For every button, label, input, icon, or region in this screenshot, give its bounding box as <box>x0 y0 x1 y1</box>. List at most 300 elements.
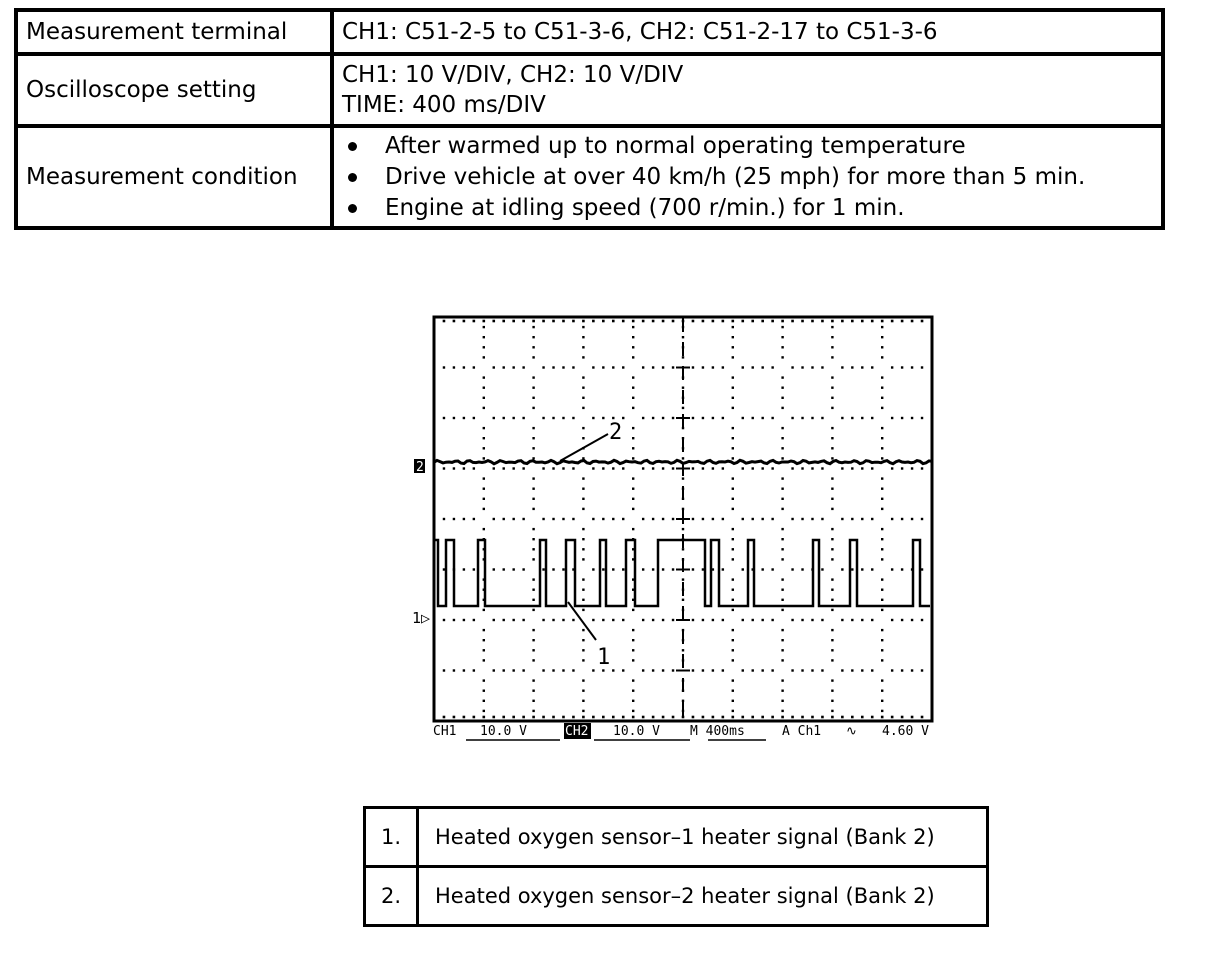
graticule-dot <box>732 498 734 500</box>
graticule-dot <box>443 320 446 323</box>
graticule-dot <box>692 568 694 570</box>
graticule-dot <box>463 320 466 323</box>
graticule-dot <box>632 488 634 490</box>
graticule-dot <box>841 320 844 323</box>
graticule-dot <box>572 467 574 469</box>
graticule-dot <box>831 578 833 580</box>
graticule-dot <box>552 619 554 621</box>
graticule-dot <box>781 488 783 490</box>
graticule-dot <box>622 320 625 323</box>
graticule-dot <box>622 716 625 719</box>
graticule-dot <box>503 518 505 520</box>
graticule-dot <box>582 356 584 358</box>
graticule-dot <box>622 417 624 419</box>
graticule-dot <box>652 366 654 368</box>
graticule-dot <box>732 320 735 323</box>
graticule-dot <box>522 619 524 621</box>
graticule-dot <box>881 700 883 702</box>
graticule-dot <box>791 716 794 719</box>
graticule-dot <box>632 528 634 530</box>
graticule-dot <box>592 568 594 570</box>
graticule-dot <box>791 320 794 323</box>
graticule-dot <box>881 356 883 358</box>
graticule-dot <box>672 467 674 469</box>
graticule-dot <box>742 467 744 469</box>
graticule-dot <box>502 320 505 323</box>
graticule-dot <box>752 669 754 671</box>
graticule-dot <box>871 366 873 368</box>
graticule-dot <box>911 417 913 419</box>
graticule-dot <box>463 518 465 520</box>
graticule-dot <box>881 437 883 439</box>
graticule-dot <box>453 467 455 469</box>
status-timebase: M 400ms <box>690 724 745 739</box>
graticule-dot <box>692 320 695 323</box>
graticule-dot <box>483 659 485 661</box>
graticule-dot <box>562 669 564 671</box>
graticule-dot <box>453 366 455 368</box>
graticule-dot <box>612 366 614 368</box>
graticule-dot <box>871 467 873 469</box>
graticule-dot <box>891 518 893 520</box>
graticule-dot <box>443 518 445 520</box>
graticule-dot <box>781 716 784 719</box>
status-ch2-scale: 10.0 V <box>613 724 660 739</box>
graticule-dot <box>851 320 854 323</box>
scope-status-bar <box>433 723 929 740</box>
graticule-dot <box>522 417 524 419</box>
graticule-dot <box>781 387 783 389</box>
graticule-dot <box>632 356 634 358</box>
graticule-dot <box>881 346 883 348</box>
graticule-dot <box>532 320 535 323</box>
graticule-dot <box>841 417 843 419</box>
graticule-dot <box>712 518 714 520</box>
graticule-dot <box>682 716 685 719</box>
graticule-dot <box>901 366 903 368</box>
graticule-dot <box>552 417 554 419</box>
graticule-dot <box>522 518 524 520</box>
graticule-dot <box>532 336 534 338</box>
status-trigger-source: A Ch1 <box>782 724 822 739</box>
graticule-dot <box>732 716 735 719</box>
graticule-dot <box>453 417 455 419</box>
graticule-dot <box>851 669 853 671</box>
graticule-dot <box>632 447 634 449</box>
graticule-dot <box>732 477 734 479</box>
graticule-dot <box>771 669 773 671</box>
graticule-dot <box>433 320 436 323</box>
graticule-dot <box>702 417 704 419</box>
graticule-dot <box>582 589 584 591</box>
graticule-dot <box>532 700 534 702</box>
graticule-dot <box>811 716 814 719</box>
graticule-dot <box>801 568 803 570</box>
graticule-dot <box>632 629 634 631</box>
graticule-dot <box>473 320 476 323</box>
graticule-dot <box>503 669 505 671</box>
graticule-dot <box>881 387 883 389</box>
graticule-dot <box>841 518 843 520</box>
graticule-dot <box>612 467 614 469</box>
graticule-dot <box>722 619 724 621</box>
graticule-dot <box>771 320 774 323</box>
graticule-dot <box>572 366 574 368</box>
graticule-dot <box>891 320 894 323</box>
graticule-dot <box>572 518 574 520</box>
status-ch1-scale: 10.0 V <box>480 724 527 739</box>
graticule-dot <box>562 568 564 570</box>
graticule-dot <box>811 417 813 419</box>
graticule-dot <box>831 700 833 702</box>
graticule-dot <box>512 518 514 520</box>
graticule-dot <box>483 710 485 712</box>
graticule-dot <box>811 669 813 671</box>
graticule-dot <box>662 467 664 469</box>
graticule-dot <box>443 417 445 419</box>
spec-row-oscilloscope <box>16 54 1163 126</box>
graticule-dot <box>712 417 714 419</box>
graticule-dot <box>572 669 574 671</box>
graticule-dot <box>712 467 714 469</box>
graticule-dot <box>463 417 465 419</box>
graticule-dot <box>781 548 783 550</box>
graticule-dot <box>921 518 923 520</box>
graticule-dot <box>483 679 485 681</box>
graticule-dot <box>781 376 783 378</box>
graticule-dot <box>492 320 495 323</box>
graticule-dot <box>841 568 843 570</box>
graticule-dot <box>841 716 844 719</box>
graticule-dot <box>781 346 783 348</box>
graticule-dot <box>682 578 684 580</box>
graticule-dot <box>881 690 883 692</box>
graticule-dot <box>582 690 584 692</box>
graticule-dot <box>483 437 485 439</box>
graticule-dot <box>592 669 594 671</box>
graticule-dot <box>732 376 734 378</box>
graticule-dot <box>761 366 763 368</box>
graticule-dot <box>781 599 783 601</box>
graticule-dot <box>702 518 704 520</box>
graticule-dot <box>811 619 813 621</box>
graticule-dot <box>881 599 883 601</box>
graticule-dot <box>831 498 833 500</box>
graticule-dot <box>791 669 793 671</box>
graticule-dot <box>781 609 783 611</box>
graticule-dot <box>761 320 764 323</box>
graticule-dot <box>732 629 734 631</box>
graticule-dot <box>911 619 913 621</box>
graticule-dot <box>831 508 833 510</box>
graticule-dot <box>732 508 734 510</box>
graticule-dot <box>483 508 485 510</box>
graticule-dot <box>722 320 725 323</box>
graticule-dot <box>642 669 644 671</box>
graticule-dot <box>901 417 903 419</box>
graticule-dot <box>861 467 863 469</box>
graticule-dot <box>771 518 773 520</box>
graticule-dot <box>522 669 524 671</box>
graticule-dot <box>532 659 534 661</box>
graticule-dot <box>473 467 475 469</box>
graticule-dot <box>821 417 823 419</box>
graticule-dot <box>722 716 725 719</box>
graticule-dot <box>473 366 475 368</box>
graticule-dot <box>891 417 893 419</box>
graticule-dot <box>732 609 734 611</box>
graticule-dot <box>592 417 594 419</box>
graticule-dot <box>752 619 754 621</box>
legend-table <box>363 806 989 927</box>
graticule-dot <box>582 326 584 328</box>
graticule-dot <box>851 366 853 368</box>
graticule-dot <box>821 366 823 368</box>
graticule-dot <box>542 366 544 368</box>
graticule-dot <box>831 649 833 651</box>
graticule-dot <box>911 669 913 671</box>
graticule-dot <box>881 649 883 651</box>
graticule-dot <box>682 356 684 358</box>
graticule-dot <box>732 558 734 560</box>
graticule-dot <box>881 407 883 409</box>
graticule-dot <box>672 518 674 520</box>
graticule-dot <box>463 716 466 719</box>
graticule-dot <box>811 366 813 368</box>
graticule-dot <box>632 387 634 389</box>
graticule-dot <box>921 320 924 323</box>
graticule-dot <box>582 538 584 540</box>
graticule-dot <box>652 518 654 520</box>
graticule-dot <box>791 568 793 570</box>
graticule-dot <box>483 376 485 378</box>
graticule-dot <box>443 669 445 671</box>
graticule-dot <box>831 599 833 601</box>
graticule-dot <box>532 716 535 719</box>
graticule-dot <box>632 346 634 348</box>
graticule-dot <box>632 376 634 378</box>
graticule-dot <box>512 716 515 719</box>
graticule-dot <box>742 417 744 419</box>
graticule-dot <box>582 599 584 601</box>
graticule-dot <box>861 320 864 323</box>
graticule-dot <box>811 467 813 469</box>
graticule-dot <box>881 427 883 429</box>
graticule-dot <box>871 669 873 671</box>
graticule-dot <box>732 649 734 651</box>
graticule-dot <box>861 518 863 520</box>
graticule-dot <box>483 326 485 328</box>
graticule-dot <box>781 477 783 479</box>
graticule-dot <box>781 326 783 328</box>
graticule-dot <box>642 568 644 570</box>
graticule-dot <box>831 528 833 530</box>
graticule-dot <box>512 669 514 671</box>
graticule-dot <box>463 619 465 621</box>
graticule-dot <box>732 578 734 580</box>
graticule-dot <box>582 387 584 389</box>
graticule-dot <box>702 716 705 719</box>
graticule-dot <box>741 716 744 719</box>
graticule-dot <box>542 467 544 469</box>
graticule-dot <box>473 568 475 570</box>
graticule-dot <box>682 649 684 651</box>
graticule-dot <box>901 467 903 469</box>
graticule-dot <box>622 467 624 469</box>
graticule-dot <box>582 397 584 399</box>
graticule-dot <box>522 467 524 469</box>
graticule-dot <box>831 407 833 409</box>
graticule-dot <box>632 407 634 409</box>
graticule-dot <box>532 548 534 550</box>
graticule-dot <box>911 518 913 520</box>
graticule-dot <box>881 629 883 631</box>
graticule-dot <box>582 407 584 409</box>
graticule-dot <box>652 467 654 469</box>
graticule-dot <box>831 477 833 479</box>
graticule-dot <box>622 518 624 520</box>
graticule-dot <box>582 346 584 348</box>
graticule-dot <box>502 716 505 719</box>
graticule-dot <box>473 619 475 621</box>
graticule-dot <box>851 716 854 719</box>
graticule-dot <box>771 467 773 469</box>
graticule-dot <box>602 320 605 323</box>
graticule-dot <box>572 716 575 719</box>
graticule-dot <box>831 716 834 719</box>
graticule-dot <box>871 619 873 621</box>
graticule-dot <box>483 629 485 631</box>
graticule-dot <box>602 619 604 621</box>
graticule-dot <box>781 320 784 323</box>
graticule-dot <box>861 366 863 368</box>
graticule-dot <box>483 639 485 641</box>
graticule-dot <box>453 716 456 719</box>
graticule-dot <box>801 716 804 719</box>
graticule-dot <box>542 320 545 323</box>
graticule-dot <box>572 320 575 323</box>
graticule-dot <box>881 320 884 323</box>
graticule-dot <box>483 649 485 651</box>
graticule-dot <box>522 568 524 570</box>
spec-label: Measurement condition <box>16 126 332 228</box>
graticule-dot <box>632 639 634 641</box>
graticule-dot <box>483 700 485 702</box>
graticule-dot <box>861 619 863 621</box>
graticule-dot <box>493 417 495 419</box>
graticule-dot <box>463 467 465 469</box>
graticule-dot <box>702 619 704 621</box>
graticule-dot <box>871 417 873 419</box>
graticule-dot <box>771 716 774 719</box>
graticule-dot <box>503 417 505 419</box>
graticule-dot <box>732 346 734 348</box>
graticule-dot <box>742 568 744 570</box>
graticule-dot <box>801 320 804 323</box>
graticule-dot <box>821 669 823 671</box>
graticule-dot <box>652 669 654 671</box>
graticule-dot <box>592 716 595 719</box>
graticule-dot <box>831 659 833 661</box>
graticule-dot <box>532 508 534 510</box>
graticule-dot <box>682 407 684 409</box>
graticule-dot <box>911 467 913 469</box>
graticule-dot <box>702 669 704 671</box>
graticule-dot <box>781 629 783 631</box>
graticule-dot <box>831 457 833 459</box>
graticule-dot <box>493 518 495 520</box>
graticule-dot <box>831 326 833 328</box>
graticule-dot <box>652 568 654 570</box>
graticule-dot <box>632 700 634 702</box>
graticule-dot <box>781 498 783 500</box>
graticule-dot <box>801 417 803 419</box>
graticule-dot <box>831 558 833 560</box>
graticule-dot <box>443 366 445 368</box>
graticule-dot <box>463 669 465 671</box>
graticule-dot <box>732 599 734 601</box>
graticule-dot <box>582 659 584 661</box>
graticule-dot <box>712 669 714 671</box>
graticule-dot <box>662 568 664 570</box>
graticule-dot <box>433 716 436 719</box>
graticule-dot <box>582 376 584 378</box>
graticule-dot <box>891 716 894 719</box>
spec-row-condition <box>16 126 1163 228</box>
graticule-dot <box>781 447 783 449</box>
graticule-dot <box>672 417 674 419</box>
graticule-dot <box>761 568 763 570</box>
graticule-dot <box>921 669 923 671</box>
graticule-dot <box>722 417 724 419</box>
graticule-dot <box>512 417 514 419</box>
graticule-dot <box>911 716 914 719</box>
graticule-dot <box>582 679 584 681</box>
graticule-dot <box>861 716 864 719</box>
graticule-dot <box>503 467 505 469</box>
graticule-dot <box>522 366 524 368</box>
graticule-dot <box>483 356 485 358</box>
graticule-dot <box>781 589 783 591</box>
graticule-dot <box>781 528 783 530</box>
graticule-dot <box>532 538 534 540</box>
graticule-dot <box>532 326 534 328</box>
graticule-dot <box>532 437 534 439</box>
graticule-dot <box>443 716 446 719</box>
graticule-dot <box>642 467 644 469</box>
graticule-dot <box>752 417 754 419</box>
legend-text: Heated oxygen sensor–1 heater signal (Bank 2) <box>418 808 988 867</box>
graticule-dot <box>732 528 734 530</box>
graticule-dot <box>921 467 923 469</box>
graticule-dot <box>831 629 833 631</box>
graticule-dot <box>632 457 634 459</box>
graticule-dot <box>692 518 694 520</box>
ch2-ground-marker-label: 2 <box>416 460 424 475</box>
graticule-dot <box>851 568 853 570</box>
graticule-dot <box>781 356 783 358</box>
graticule-dot <box>532 488 534 490</box>
spec-label: Oscilloscope setting <box>16 54 332 126</box>
graticule-dot <box>781 457 783 459</box>
graticule-dot <box>831 346 833 348</box>
graticule-dot <box>831 356 833 358</box>
graticule-dot <box>722 568 724 570</box>
graticule-dot <box>732 447 734 449</box>
graticule-dot <box>522 716 525 719</box>
graticule-dot <box>732 679 734 681</box>
graticule-dot <box>732 639 734 641</box>
